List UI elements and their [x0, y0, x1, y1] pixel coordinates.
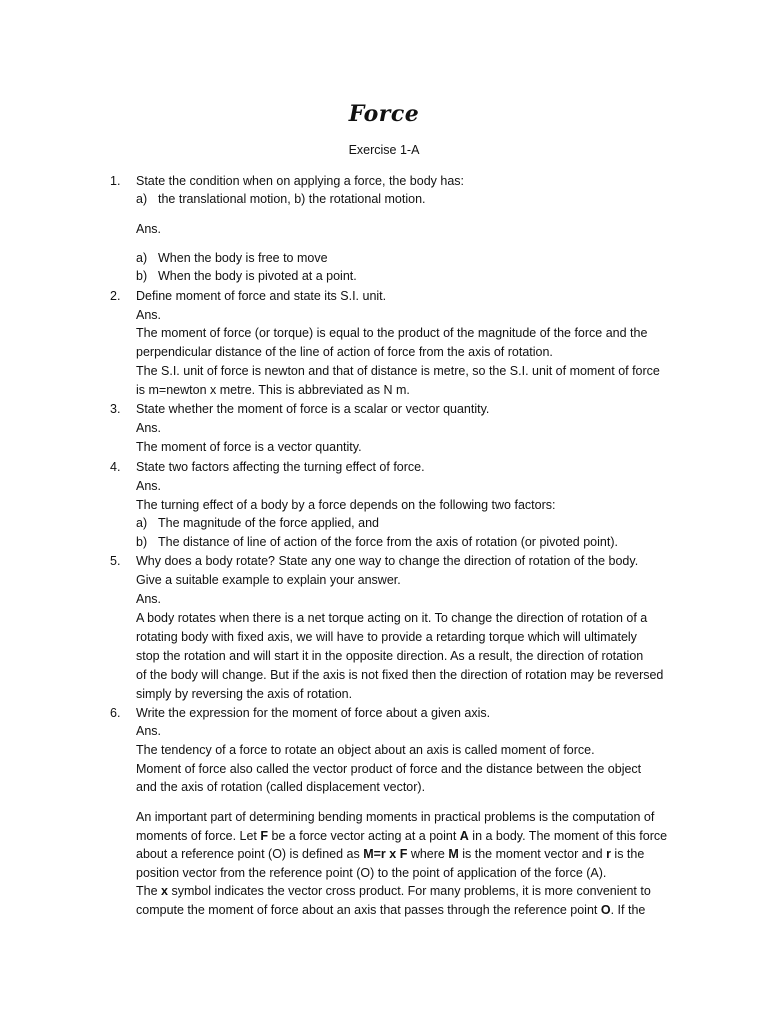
page-title: Force [348, 101, 420, 127]
q5-text-1: Why does a body rotate? State any one way to change the direction of rotation of the body. [136, 554, 639, 568]
q6-answer-line: Moment of force also called the vector product of force and the distance between the object [136, 762, 642, 776]
q1-sub-marker: a) [136, 192, 148, 206]
q2-answer-line: is m=newton x metre. This is abbreviated as N m. [136, 383, 410, 397]
q4-answer-line: The turning effect of a body by a force depends on the following two factors: [136, 498, 556, 512]
q4-a-marker: a) [136, 516, 148, 530]
q4-text: State two factors affecting the turning effect of force. [136, 460, 425, 474]
q3-ans-label: Ans. [136, 421, 162, 435]
q5-answer-line: A body rotates when there is a net torque acting on it. To change the direction of rotation of a [136, 611, 648, 625]
q5-answer-line: stop the rotation and will start it in the opposite direction. As a result, the direction of rotation [136, 649, 644, 663]
q1-b-marker: b) [136, 269, 148, 283]
q5-number: 5. [110, 554, 121, 568]
q2-ans-label: Ans. [136, 308, 162, 322]
q2-answer-line: The moment of force (or torque) is equal to the product of the magnitude of the force and the [136, 326, 648, 340]
q4-b-text: The distance of line of action of the force from the axis of rotation (or pivoted point). [158, 535, 618, 549]
extra-line-3: about a reference point (O) is defined as M=r x F where M is the moment vector and r is the [136, 847, 645, 861]
q5-answer-line: simply by reversing the axis of rotation. [136, 687, 353, 701]
q3-answer-line: The moment of force is a vector quantity. [136, 440, 362, 454]
q6-answer-line: and the axis of rotation (called displacement vector). [136, 780, 426, 794]
extra-line-2: moments of force. Let F be a force vector acting at a point A in a body. The moment of this force [136, 829, 668, 843]
q1-text: State the condition when on applying a force, the body has: [136, 174, 465, 188]
extra-line-5: The x symbol indicates the vector cross product. For many problems, it is more convenient to [136, 884, 651, 898]
q4-number: 4. [110, 460, 121, 474]
q2-answer-line: The S.I. unit of force is newton and that of distance is metre, so the S.I. unit of moment of force [136, 364, 660, 378]
q4-a-text: The magnitude of the force applied, and [158, 516, 379, 530]
q6-ans-label: Ans. [136, 724, 162, 738]
q5-answer-line: rotating body with fixed axis, we will have to provide a retarding torque which will ultimately [136, 630, 637, 644]
q1-b-text: When the body is pivoted at a point. [158, 269, 357, 283]
q1-ans-label: Ans. [136, 222, 162, 236]
q2-text: Define moment of force and state its S.I. unit. [136, 289, 387, 303]
exercise-subtitle: Exercise 1-A [348, 143, 420, 157]
q2-answer-line: perpendicular distance of the line of action of force from the axis of rotation. [136, 345, 553, 359]
q5-text-2: Give a suitable example to explain your answer. [136, 573, 401, 587]
q5-answer-line: of the body will change. But if the axis is not fixed then the direction of rotation may be reversed [136, 668, 664, 682]
q4-b-marker: b) [136, 535, 148, 549]
q6-number: 6. [110, 706, 121, 720]
q6-answer-line: The tendency of a force to rotate an object about an axis is called moment of force. [136, 743, 595, 757]
q5-ans-label: Ans. [136, 592, 162, 606]
extra-line-1: An important part of determining bending moments in practical problems is the computation of [136, 810, 655, 824]
q1-sub-text: the translational motion, b) the rotational motion. [158, 192, 426, 206]
q3-number: 3. [110, 402, 121, 416]
q6-text: Write the expression for the moment of force about a given axis. [136, 706, 491, 720]
extra-line-6: compute the moment of force about an axis that passes through the reference point O. If the [136, 903, 646, 917]
q2-number: 2. [110, 289, 121, 303]
q4-ans-label: Ans. [136, 479, 162, 493]
extra-line-4: position vector from the reference point (O) to the point of application of the force (A). [136, 866, 607, 880]
q1-number: 1. [110, 174, 121, 188]
q3-text: State whether the moment of force is a scalar or vector quantity. [136, 402, 490, 416]
q1-a-text: When the body is free to move [158, 251, 328, 265]
q1-a-marker: a) [136, 251, 148, 265]
